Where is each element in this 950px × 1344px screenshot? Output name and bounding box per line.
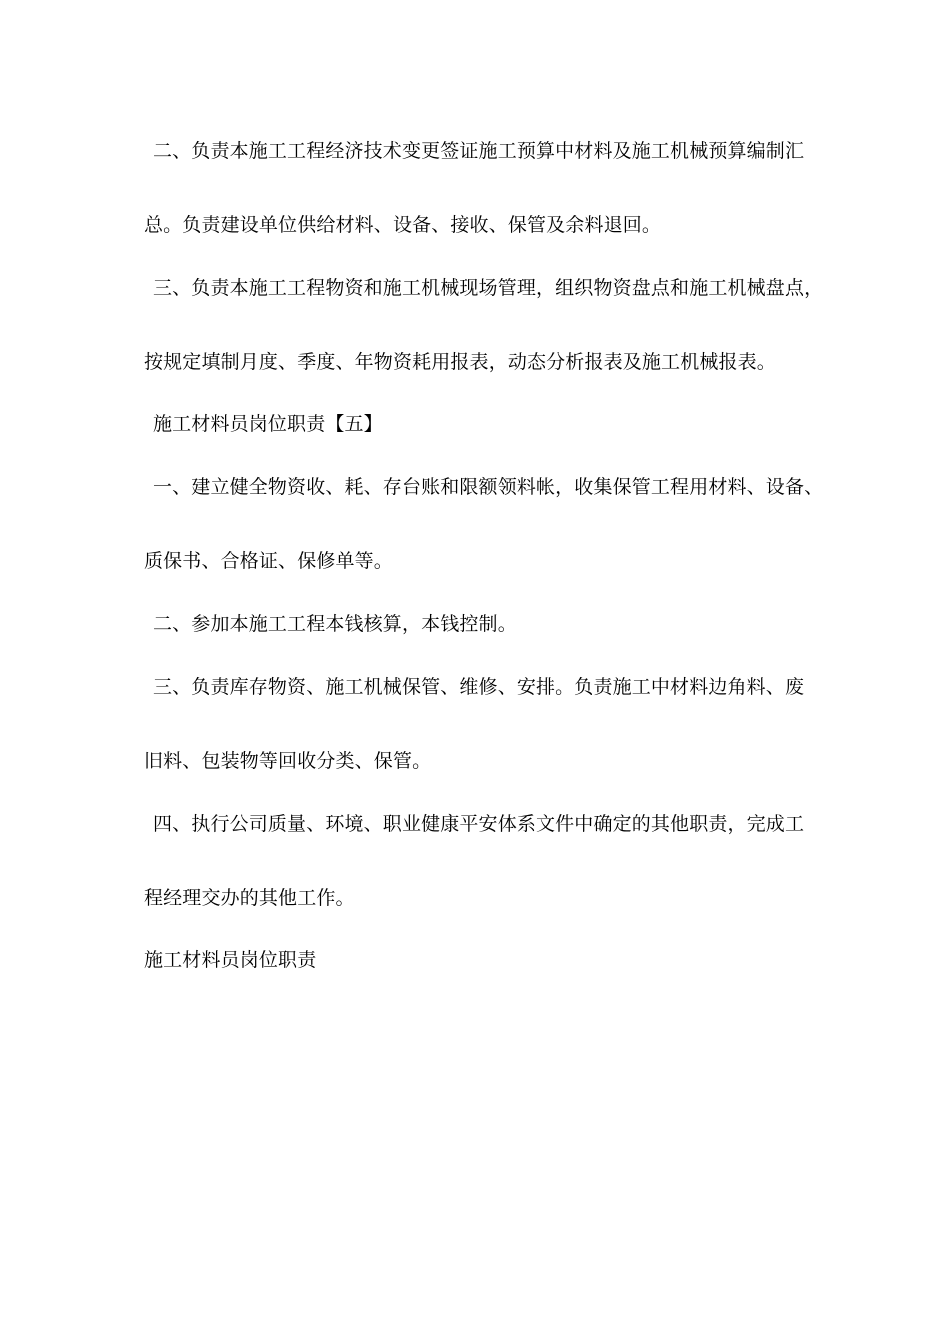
paragraph-line: 三、负责库存物资、施工机械保管、维修、安排。负责施工中材料边角料、废 xyxy=(153,676,805,698)
paragraph-line: 二、负责本施工工程经济技术变更签证施工预算中材料及施工机械预算编制汇 xyxy=(153,140,805,162)
paragraph-line: 三、负责本施工工程物资和施工机械现场管理，组织物资盘点和施工机械盘点， xyxy=(153,277,824,299)
paragraph-line: 程经理交办的其他工作。 xyxy=(144,887,355,909)
paragraph-line: 四、执行公司质量、环境、职业健康平安体系文件中确定的其他职责，完成工 xyxy=(153,813,805,835)
paragraph-line: 旧料、包装物等回收分类、保管。 xyxy=(144,750,432,772)
section-heading: 施工材料员岗位职责 xyxy=(144,949,317,971)
paragraph-line: 一、建立健全物资收、耗、存台账和限额领料帐，收集保管工程用材料、设备、 xyxy=(153,476,824,498)
paragraph-line: 二、参加本施工工程本钱核算，本钱控制。 xyxy=(153,613,517,635)
paragraph-line: 按规定填制月度、季度、年物资耗用报表，动态分析报表及施工机械报表。 xyxy=(144,351,776,373)
paragraph-line: 总。负责建设单位供给材料、设备、接收、保管及余料退回。 xyxy=(144,214,662,236)
paragraph-line: 质保书、合格证、保修单等。 xyxy=(144,550,393,572)
section-heading: 施工材料员岗位职责【五】 xyxy=(153,413,383,435)
